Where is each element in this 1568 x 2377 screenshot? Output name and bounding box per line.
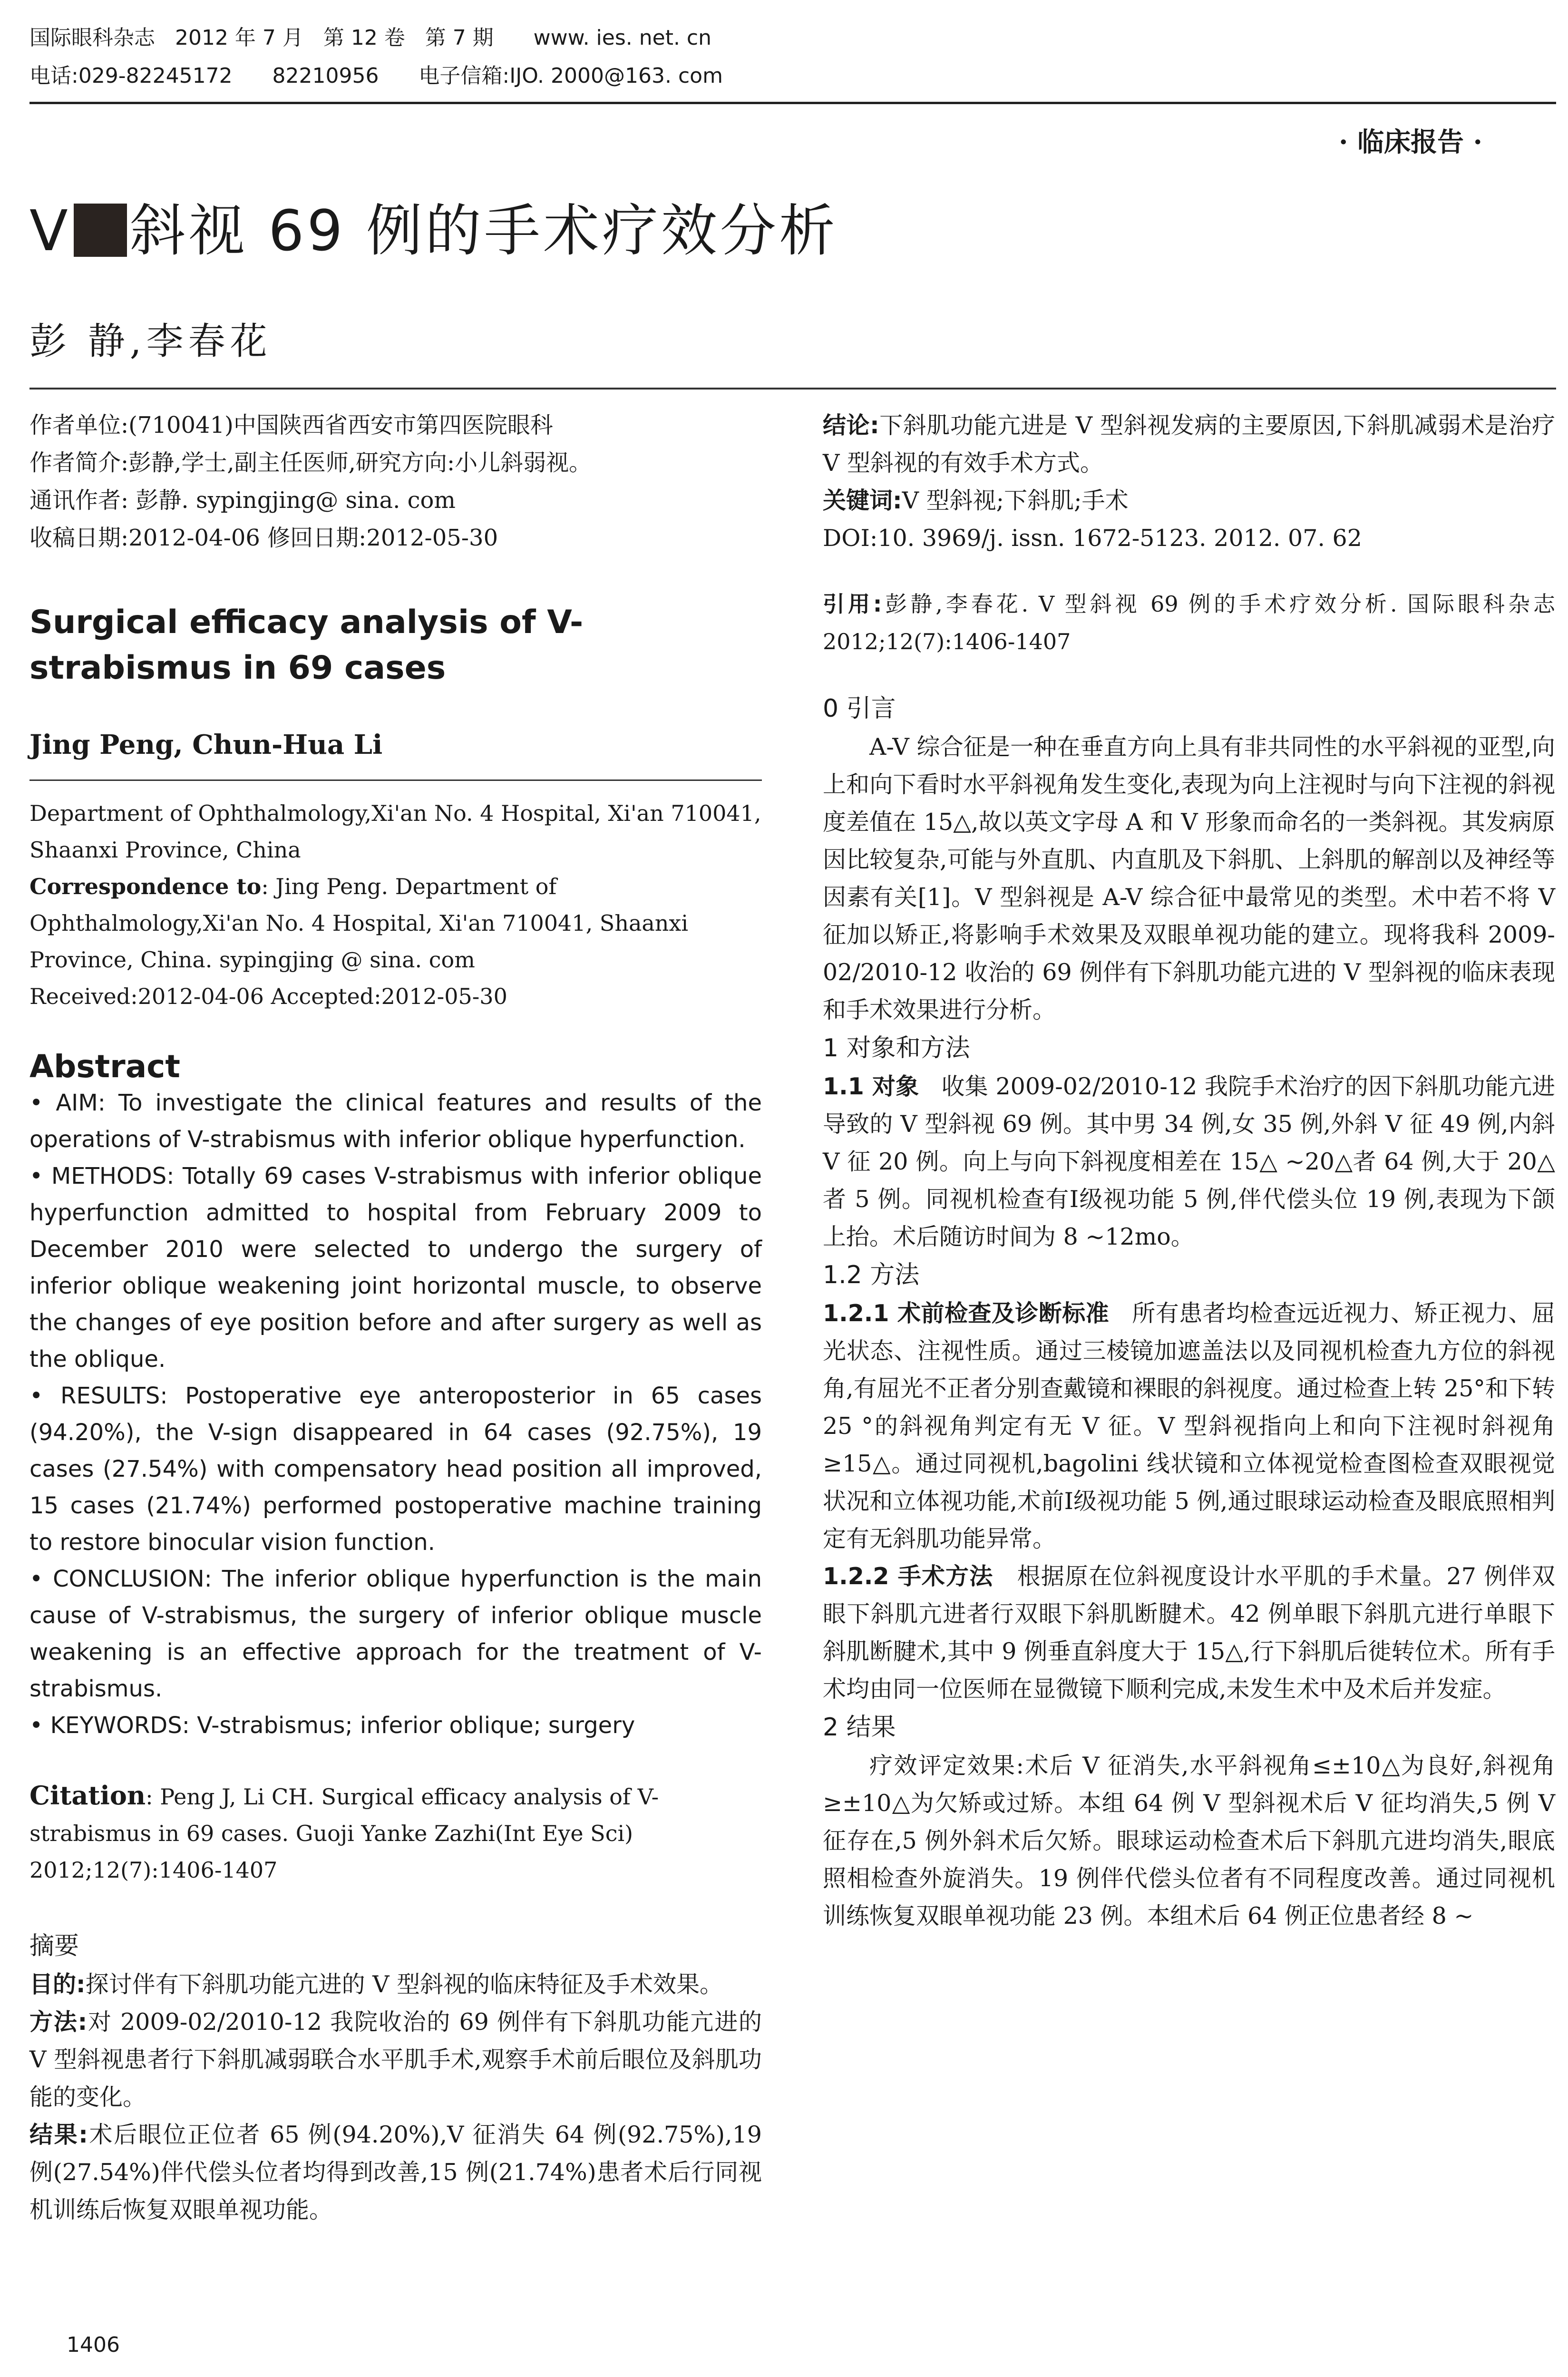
cn-method [29,2003,762,2116]
cn-citation [823,585,1555,661]
section-1-2-2 [823,1558,1555,1708]
title-suffix: 斜视 69 例的手术疗效分析 [129,198,838,263]
cn-keywords-label: 关键词: [823,487,902,514]
section-1-heading: 1 对象和方法 [823,1034,970,1062]
received-dates: Received:2012-04-06 Accepted:2012-05-30 [29,984,507,1009]
cn-abstract-heading: 摘要 [29,1932,79,1960]
affil-unit: 作者单位:(710041)中国陕西省西安市第四医院眼科 [29,412,553,438]
cn-citation-label: 引用: [823,591,882,617]
doi: DOI:10. 3969/j. issn. 1672-5123. 2012. 07. 62 [823,525,1362,552]
cn-keywords [823,482,1555,519]
abstract-methods: • METHODS: Totally 69 cases V-strabismus with inferior oblique hyperfunction admitted to hospital from February 2009 to December 2010 were selected to undergo the surgery of inferior oblique weakening joint horizontal muscle, to observe the changes of eye position before and after surgery as well as the oblique. [29,1163,762,1373]
section-0-paragraph: A-V 综合征是一种在垂直方向上具有非共同性的水平斜视的亚型,向上和向下看时水平斜视角发生变化,表现为向上注视时与向下注视的斜视度差值在 15△,故以英文字母 A 和 V 形象而命名的一类斜视。其发病原因比较复杂,可能与外直肌、内直肌及下斜肌、上斜肌的解剖以及神经等因素有关[1]。V 型斜视是 A-V 综合征中最常见的类型。术中若不将 V 征加以矫正,将影响手术效果及双眼单视功能的建立。现将我科 2009-02/2010-12 收治的 69 例伴有下斜肌功能亢进的 V 型斜视的临床表现和手术效果进行分析。 [823,733,1555,1023]
section-2-heading: 2 结果 [823,1713,896,1742]
cn-conclusion-text: 下斜肌功能亢进是 V 型斜视发病的主要原因,下斜肌减弱术是治疗 V 型斜视的有效手术方式。 [823,412,1555,477]
page-number: 1406 [67,2333,120,2357]
corr-label: Correspondence to [29,874,262,899]
affil-bio: 作者简介:彭静,学士,副主任医师,研究方向:小儿斜弱视。 [29,449,592,476]
abstract-keywords: • KEYWORDS: V-strabismus; inferior oblique; surgery [29,1712,635,1739]
cn-aim-label: 目的: [29,1971,86,1998]
cn-method-label: 方法: [29,2008,88,2036]
section-2-paragraph: 疗效评定效果:术后 V 征消失,水平斜视角≤±10△为良好,斜视角≥±10△为欠矫或过矫。本组 64 例 V 型斜视术后 V 征均消失,5 例 V 征存在,5 例外斜术后欠矫。眼球运动检查术后下斜肌亢进均消失,眼底照相检查外旋消失。19 例伴代偿头位者有不同程度改善。通过同视机训练恢复双眼单视功能 23 例。本组术后 64 例正位患者经 8 ~ [823,1752,1555,1929]
section-1-2-1 [823,1295,1555,1558]
english-authors: Jing Peng, Chun-Hua Li [29,729,383,760]
authors-cn: 彭 静,李春花 [29,320,272,363]
abstract-aim: • AIM: To investigate the clinical features and results of the operations of V-strabismus with inferior oblique hyperfunction. [29,1090,762,1153]
title-prefix: V [29,198,71,263]
citation-label: Citation [29,1780,146,1811]
section-1-2-1-label: 1.2.1 术前检查及诊断标准 [823,1300,1110,1327]
section-1-2-heading: 1.2 方法 [823,1261,920,1289]
corr-text: : Jing Peng. Department of Ophthalmology,Xi'an No. 4 Hospital, Xi'an 710041, Shaanxi Province, China. sypingjing @ sina. com [29,874,689,973]
article-title [29,200,838,262]
title-redaction-block [74,204,127,257]
section-1-1-label: 1.1 对象 [823,1073,919,1100]
header-rule [29,102,1556,104]
affil-corr: 通讯作者: 彭静. sypingjing@ sina. com [29,487,456,514]
section-1-1-text: 收集 2009-02/2010-12 我院手术治疗的因下斜肌功能亢进导致的 V 型斜视 69 例。其中男 34 例,女 35 例,外斜 V 征 49 例,内斜 V 征 20 例。向上与向下斜视度相差在 15△ ~20△者 64 例,大于 20△者 5 例。同视机检查有Ⅰ级视功能 5 例,伴代偿头位 19 例,表现为下颌上抬。术后随访时间为 8 ~12mo。 [823,1073,1555,1250]
section-1-2-2-text: 根据原在位斜视度设计水平肌的手术量。27 例伴双眼下斜肌亢进者行双眼下斜肌断腱术。42 例单眼下斜肌亢进行单眼下斜肌断腱术,其中 9 例垂直斜度大于 15△,行下斜肌后徙转位术。所有手术均由同一位医师在显微镜下顺利完成,未发生术中及术后并发症。 [823,1563,1555,1703]
section-0-heading: 0 引言 [823,694,896,723]
section-tag: · 临床报告 · [1339,127,1482,158]
cn-aim [29,1966,762,2003]
section-1-2-1-text: 所有患者均检查远近视力、矫正视力、屈光状态、注视性质。通过三棱镜加遮盖法以及同视机检查九方位的斜视角,有屈光不正者分别查戴镜和裸眼的斜视度。通过检查上转 25°和下转 25 °的斜视角判定有无 V 征。V 型斜视指向上和向下注视时斜视角≥15△。通过同视机,bagolini 线状镜和立体视觉检查图检查双眼视觉状况和立体视功能,术前Ⅰ级视功能 5 例,通过眼球运动检查及眼底照相判定有无斜肌功能异常。 [823,1300,1555,1552]
citation [29,1777,762,1889]
journal-header-line1: 国际眼科杂志 2012 年 7 月 第 12 卷 第 7 期 www. ies. net. cn [29,26,711,50]
cn-result-text: 术后眼位正位者 65 例(94.20%),V 征消失 64 例(92.75%),19 例(27.54%)伴代偿头位者均得到改善,15 例(21.74%)患者术后行同视机训练后恢复双眼单视功能。 [29,2121,762,2223]
section-1-2-2-label: 1.2.2 手术方法 [823,1563,993,1590]
abstract-heading: Abstract [29,1048,180,1085]
cn-result-label: 结果: [29,2121,88,2148]
cn-result [29,2116,762,2229]
abstract-results: • RESULTS: Postoperative eye anteroposterior in 65 cases (94.20%), the V-sign disappeared in 64 cases (92.75%), 19 cases (27.54%) with compensatory head position all improved, 15 cases (21.74%) performed postoperative machine training to restore binocular vision function. [29,1383,762,1556]
cn-conclusion [823,407,1555,482]
left-column [29,407,762,2229]
journal-header-line2: 电话:029-82245172 82210956 电子信箱:IJO. 2000@163. com [29,64,723,88]
section-1-1 [823,1068,1555,1256]
cn-keywords-text: V 型斜视;下斜肌;手术 [902,487,1129,514]
right-column [823,407,1555,1935]
cn-conclusion-label: 结论: [823,412,879,439]
citation-text: : Peng J, Li CH. Surgical efficacy analysis of V-strabismus in 69 cases. Guoji Yanke Zazhi(Int Eye Sci) 2012;12(7):1406-1407 [29,1784,659,1883]
department: Department of Ophthalmology,Xi'an No. 4 Hospital, Xi'an 710041, Shaanxi Province, China [29,800,761,863]
affiliation-block [29,407,762,557]
cn-method-text: 对 2009-02/2010-12 我院收治的 69 例伴有下斜肌功能亢进的 V 型斜视患者行下斜肌减弱联合水平肌手术,观察手术前后眼位及斜肌功能的变化。 [29,2008,762,2111]
affil-dates: 收稿日期:2012-04-06 修回日期:2012-05-30 [29,525,498,551]
english-title: Surgical efficacy analysis of V-strabismus in 69 cases [29,604,584,687]
cn-citation-text: 彭静,李春花. V 型斜视 69 例的手术疗效分析. 国际眼科杂志 2012;12(7):1406-1407 [823,591,1555,654]
correspondence [29,868,762,978]
title-rule [29,388,1556,390]
cn-aim-text: 探讨伴有下斜肌功能亢进的 V 型斜视的临床特征及手术效果。 [85,1971,723,1998]
abstract-conclusion: • CONCLUSION: The inferior oblique hyperfunction is the main cause of V-strabismus, the surgery of inferior oblique muscle weakening is an effective approach for the treatment of V-strabismus. [29,1566,762,1702]
